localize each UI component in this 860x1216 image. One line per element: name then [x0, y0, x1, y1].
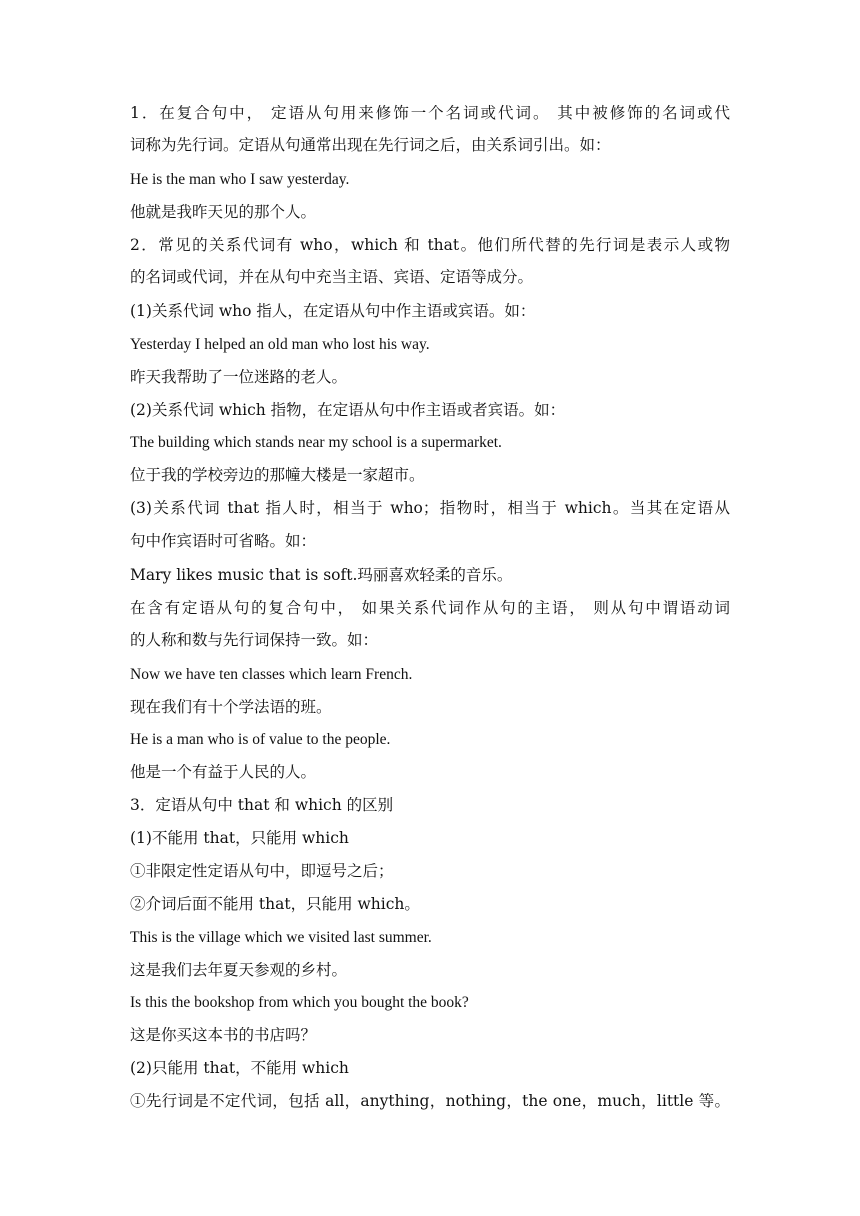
paragraph-2-line-1: 2．常见的关系代词有 who，which 和 that。他们所代替的先行词是表示人或物 — [130, 236, 730, 254]
example-sentence-zh: 位于我的学校旁边的那幢大楼是一家超市。 — [130, 466, 425, 484]
example-sentence-en: Yesterday I helped an old man who lost his way. — [130, 336, 430, 353]
example-sentence-en: This is the village which we visited last summer. — [130, 929, 432, 946]
section-3-heading: 3．定语从句中 that 和 which 的区别 — [130, 796, 394, 814]
paragraph-2-line-2: 的名词或代词，并在从句中充当主语、宾语、定语等成分。 — [130, 268, 534, 286]
example-sentence-zh: 昨天我帮助了一位迷路的老人。 — [130, 368, 348, 386]
example-sentence-en: He is a man who is of value to the people. — [130, 731, 391, 748]
agreement-rule-line-1: 在含有定语从句的复合句中， 如果关系代词作从句的主语， 则从句中谓语动词 — [130, 599, 730, 617]
example-sentence-zh: 这是你买这本书的书店吗？ — [130, 1026, 317, 1044]
rule-which: (2)关系代词 which 指物，在定语从句中作主语或者宾语。如： — [130, 401, 566, 419]
rule-that-line-2: 句中作宾语时可省略。如： — [130, 532, 317, 550]
subsection-heading: (2)只能用 that，不能用 which — [130, 1059, 349, 1077]
example-sentence-en: He is the man who I saw yesterday. — [130, 171, 350, 188]
example-sentence-en: The building which stands near my school is a supermarket. — [130, 434, 502, 451]
list-item: ②介词后面不能用 that，只能用 which。 — [130, 895, 420, 913]
paragraph-1-line-2: 词称为先行词。定语从句通常出现在先行词之后，由关系词引出。如： — [130, 136, 611, 154]
agreement-rule-line-2: 的人称和数与先行词保持一致。如： — [130, 631, 379, 649]
example-sentence-zh: 这是我们去年夏天参观的乡村。 — [130, 961, 348, 979]
list-item: ①先行词是不定代词，包括 all，anything，nothing，the one，much，little 等。 — [130, 1092, 730, 1110]
rule-that-line-1: (3)关系代词 that 指人时，相当于 who；指物时，相当于 which。当其在定语从 — [130, 499, 730, 517]
paragraph-1-line-1: 1．在复合句中， 定语从句用来修饰一个名词或代词。 其中被修饰的名词或代 — [130, 104, 730, 122]
list-item: ①非限定性定语从句中，即逗号之后； — [130, 862, 394, 880]
rule-who: (1)关系代词 who 指人，在定语从句中作主语或宾语。如： — [130, 302, 536, 320]
example-sentence-en: Now we have ten classes which learn French. — [130, 666, 413, 683]
example-sentence-zh: 他就是我昨天见的那个人。 — [130, 203, 317, 221]
example-sentence-en: Is this the bookshop from which you bought the book? — [130, 994, 469, 1011]
example-sentence-zh: 他是一个有益于人民的人。 — [130, 763, 317, 781]
subsection-heading: (1)不能用 that，只能用 which — [130, 829, 349, 847]
example-sentence: Mary likes music that is soft.玛丽喜欢轻柔的音乐。 — [130, 566, 513, 584]
example-sentence-zh: 现在我们有十个学法语的班。 — [130, 698, 332, 716]
